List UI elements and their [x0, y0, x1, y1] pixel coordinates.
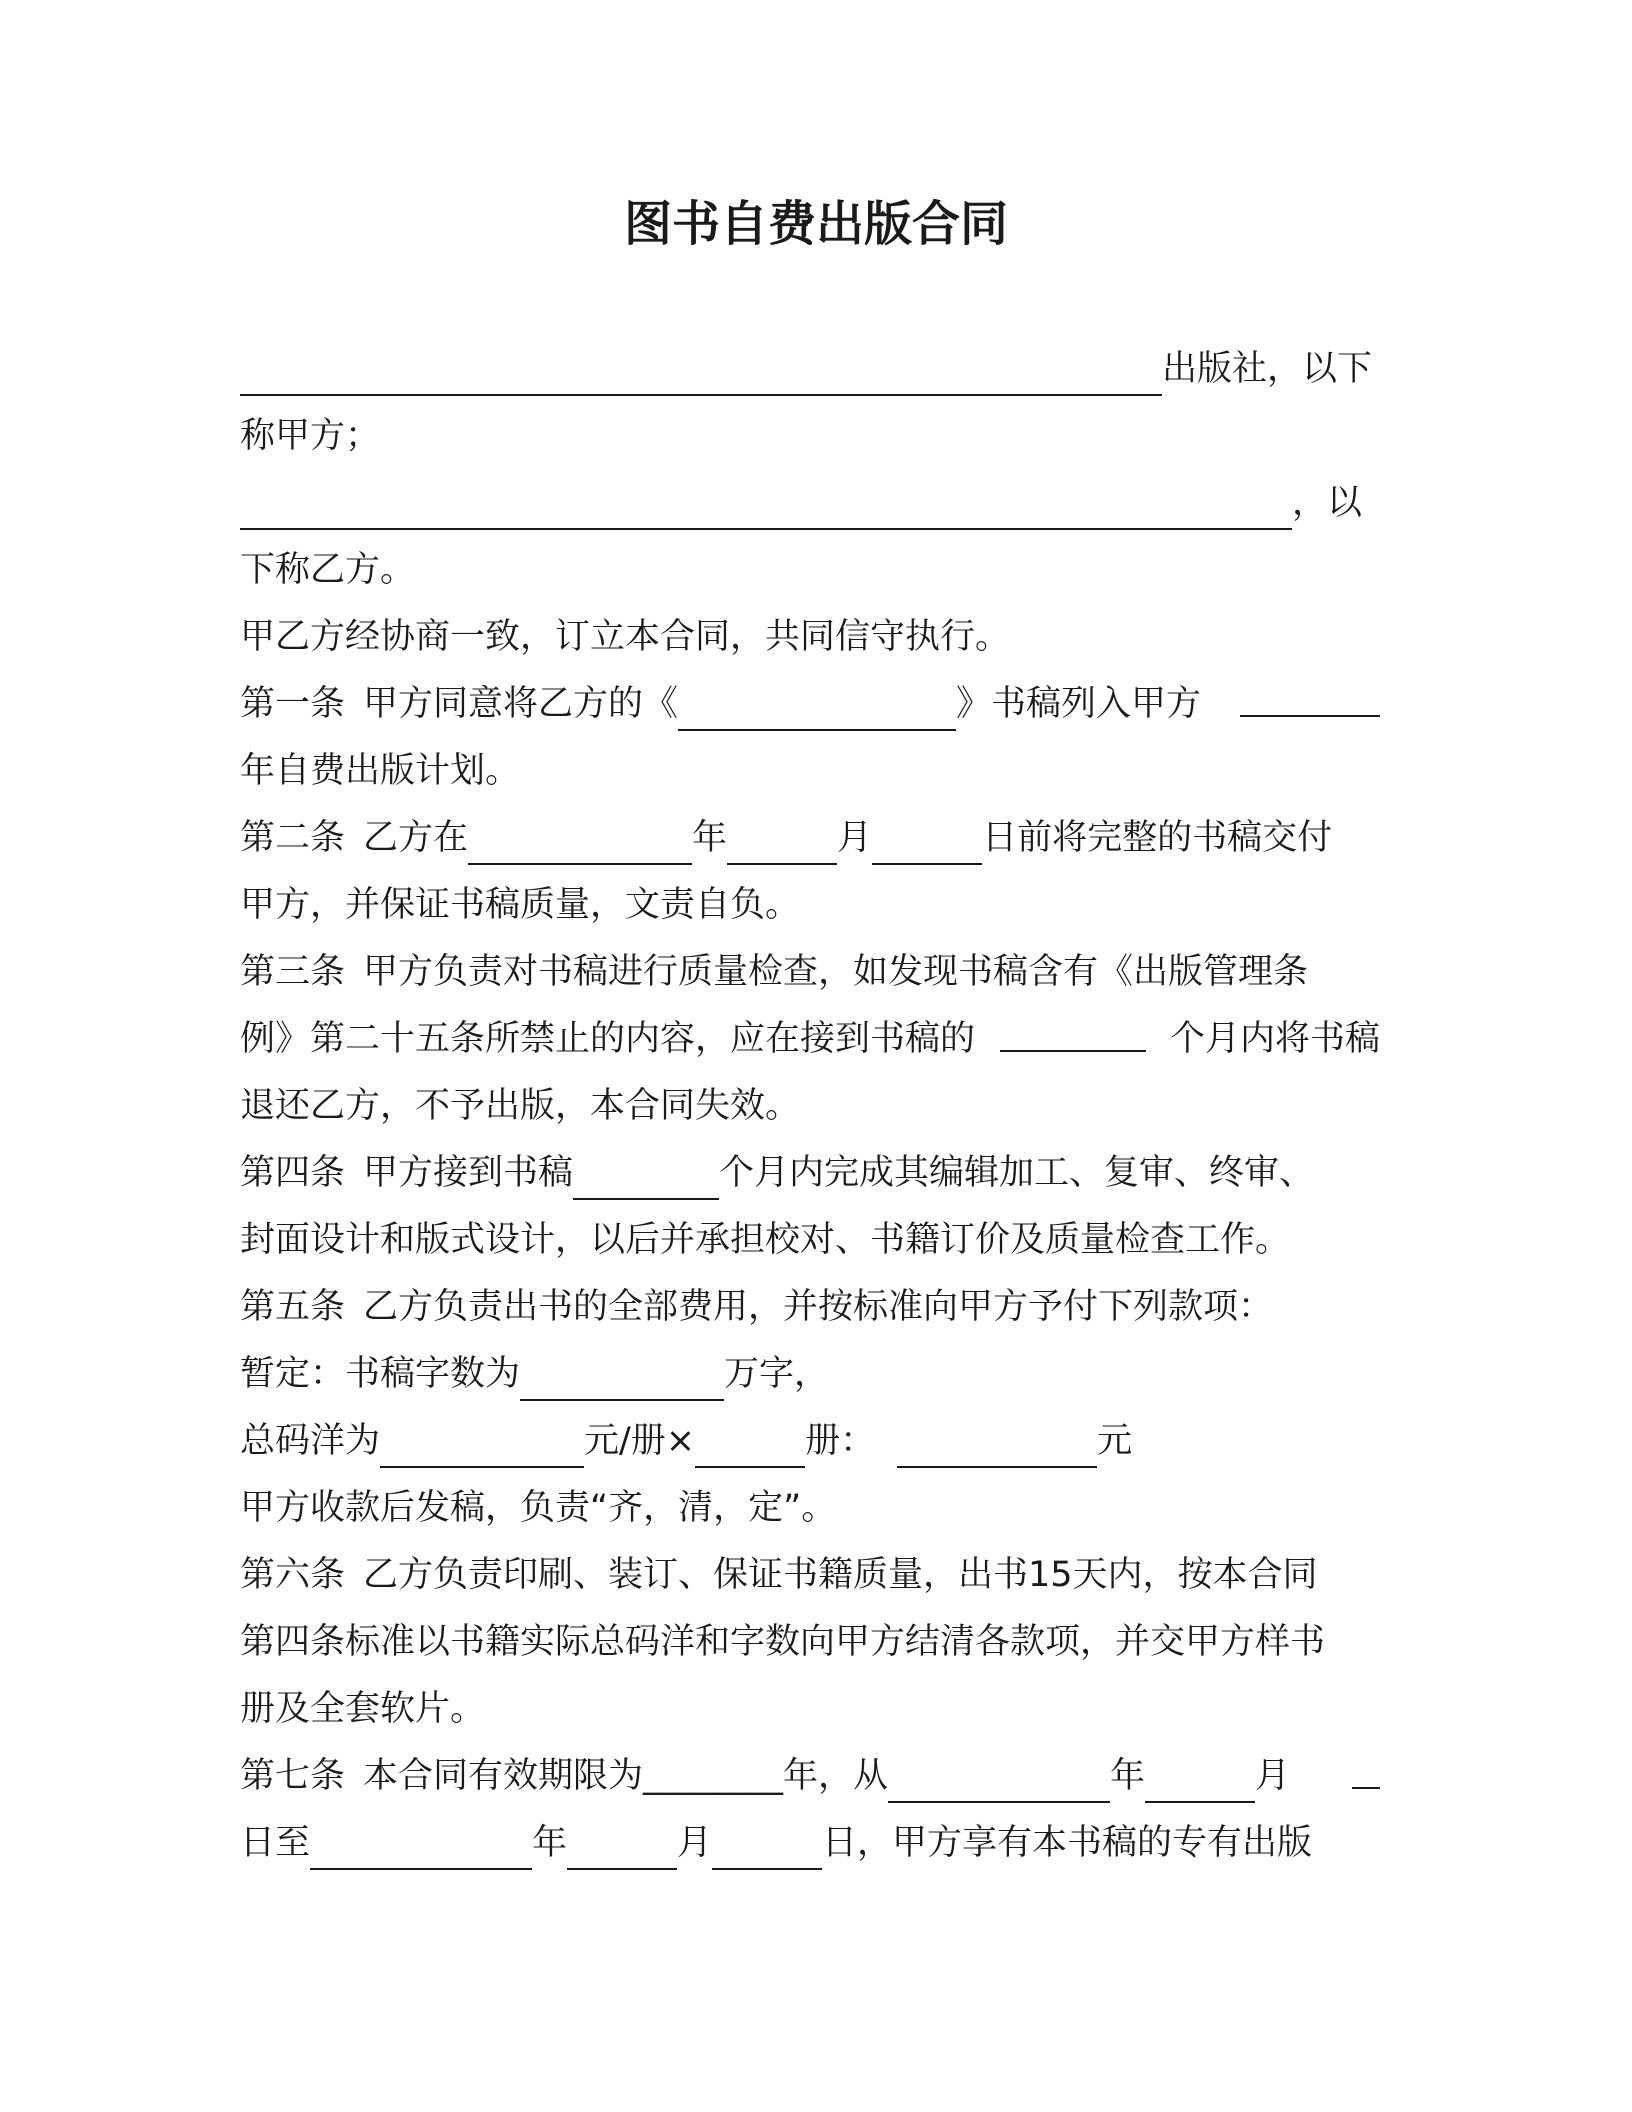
copies-blank[interactable]	[695, 1422, 805, 1468]
preamble: 甲乙方经协商一致，订立本合同，共同信守执行。	[240, 617, 1011, 657]
start-day-blank[interactable]	[1352, 1743, 1380, 1789]
article-2-line-1: 第二条 乙方在 年 月 日前将完整的书稿交付	[240, 805, 1380, 872]
party-a-label: 称甲方；	[240, 416, 381, 456]
article-1-line-2: 年自费出版计划。	[240, 751, 521, 791]
article-4-line-2: 封面设计和版式设计，以后并承担校对、书籍订价及质量检查工作。	[240, 1220, 1291, 1260]
plan-year-blank[interactable]	[1240, 671, 1380, 717]
end-day-blank[interactable]	[712, 1824, 822, 1870]
party-b-blank[interactable]	[240, 484, 1292, 530]
delivery-month-blank[interactable]	[727, 819, 837, 865]
article-4-line-1: 第四条 甲方接到书稿 个月内完成其编辑加工、复审、终审、	[240, 1140, 1380, 1207]
end-year-blank[interactable]	[310, 1824, 532, 1870]
start-month-blank[interactable]	[1145, 1757, 1255, 1803]
word-count-line: 暂定：书稿字数为 万字，	[240, 1341, 1380, 1408]
book-title-blank[interactable]	[678, 685, 956, 731]
delivery-day-blank[interactable]	[872, 819, 982, 865]
article-6-line-2: 第四条标准以书籍实际总码洋和字数向甲方结清各款项，并交甲方样书	[240, 1622, 1326, 1662]
article-6-line-1: 第六条 乙方负责印刷、装订、保证书籍质量，出书15天内，按本合同	[240, 1555, 1318, 1595]
unit-price-blank[interactable]	[380, 1422, 584, 1468]
party-a-line: 出版社，以下	[240, 336, 1380, 403]
inspection-months-blank[interactable]	[1000, 1006, 1146, 1052]
party-b-line: ，以	[240, 470, 1380, 537]
editing-months-blank[interactable]	[573, 1154, 719, 1200]
contract-body	[240, 336, 1380, 1877]
article-3-line-1: 第三条 甲方负责对书稿进行质量检查，如发现书稿含有《出版管理条	[240, 952, 1309, 992]
article-2-line-2: 甲方，并保证书稿质量，文责自负。	[240, 885, 801, 925]
article-3-line-2: 例》第二十五条所禁止的内容，应在接到书稿的 个月内将书稿	[240, 1006, 1380, 1073]
document-title: 图书自费出版合同	[623, 196, 1008, 252]
end-month-blank[interactable]	[567, 1824, 677, 1870]
party-a-blank[interactable]	[240, 350, 1162, 396]
delivery-year-blank[interactable]	[468, 819, 692, 865]
article-1-line-1: 第一条 甲方同意将乙方的《 》书稿列入甲方	[240, 671, 1380, 738]
start-year-blank[interactable]	[888, 1757, 1110, 1803]
price-line: 总码洋为 元/册× 册： 元	[240, 1408, 1380, 1475]
total-amount-blank[interactable]	[897, 1422, 1097, 1468]
article-7-line-1: 第七条 本合同有效期限为________年，从 年 月	[240, 1743, 1380, 1810]
article-3-line-3: 退还乙方，不予出版，本合同失效。	[240, 1086, 801, 1126]
article-5-line-4: 甲方收款后发稿，负责“齐，清，定”。	[240, 1488, 837, 1528]
article-6-line-3: 册及全套软片。	[240, 1689, 486, 1729]
article-7-line-2: 日至 年 月 日，甲方享有本书稿的专有出版	[240, 1810, 1380, 1877]
article-5-line-1: 第五条 乙方负责出书的全部费用，并按标准向甲方予付下列款项：	[240, 1287, 1274, 1327]
word-count-blank[interactable]	[520, 1355, 724, 1401]
party-b-label: 下称乙方。	[240, 550, 416, 590]
